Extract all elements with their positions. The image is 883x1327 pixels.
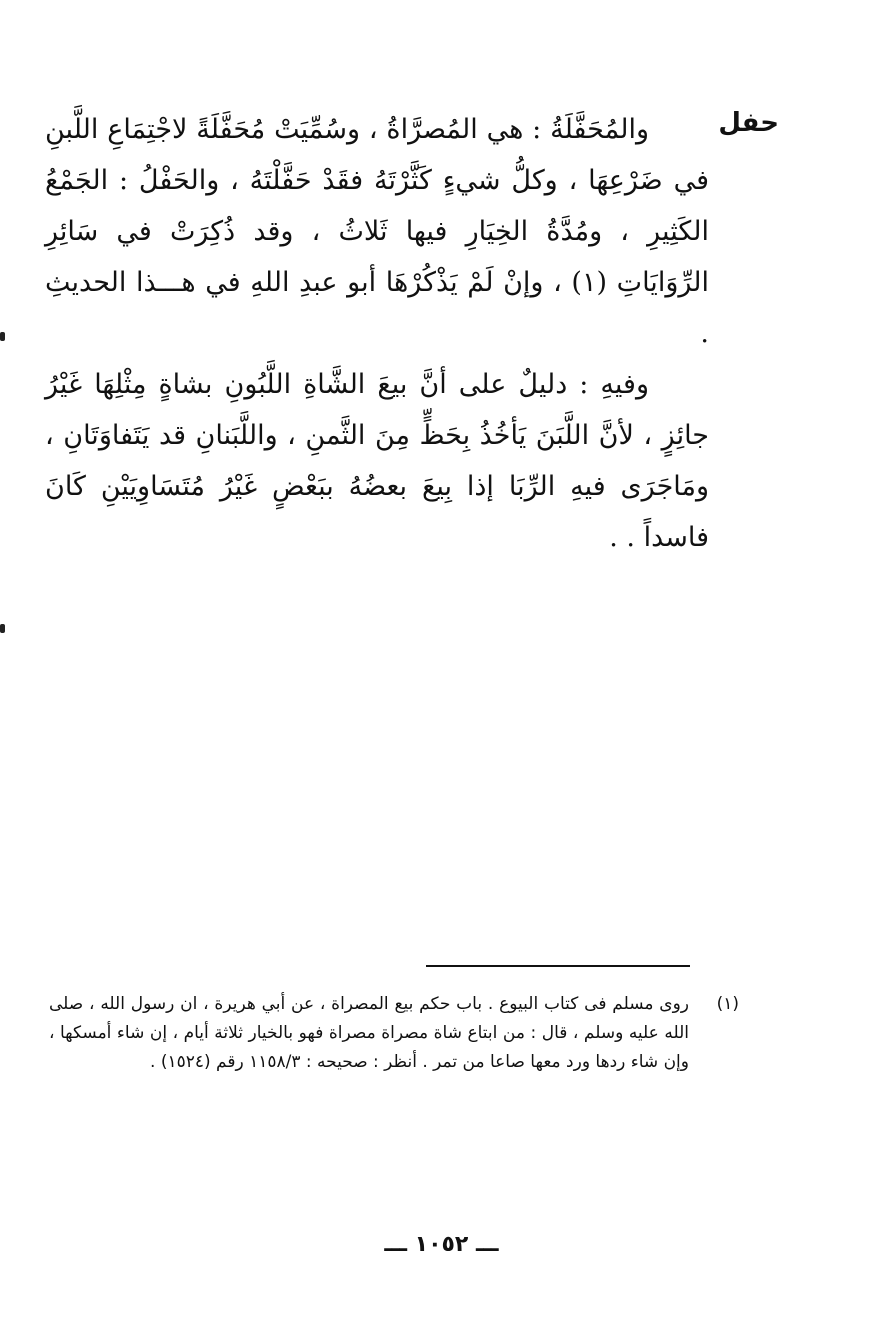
- footnote-text: روى مسلم فى كتاب البيوع . باب حكم بيع المصراة ، عن أبي هريرة ، ان رسول الله ، صلى الله عليه وسلم ، قال : من ابتاع شاة مصراة مصراة فهو بالخيار ثلاثة أيام ، إن شاء أمسكها ، وإن شاء ردها ورد معها صاعا من تمر . أنظر : صحيحه : ١١٥٨/٣ رقم (١٥٢٤) .: [49, 994, 689, 1072]
- footnote-separator: [426, 965, 690, 967]
- page-number: ـــ ١٠٥٢ ـــ: [384, 1232, 499, 1257]
- scan-mark: [0, 332, 5, 341]
- main-text: [45, 104, 709, 563]
- paragraph-2: وفيهِ : دليلٌ على أنَّ بيعَ الشَّاةِ اللَّبُونِ بشاةٍ مِثْلِهَا غَيْرُ جائِزٍ ، لأنَّ اللَّبَنَ يَأخُذُ بِحَظٍّ مِنَ الثَّمنِ ، واللَّبَنانِ قد يَتَفاوَتَانِ ، ومَاجَرَى فيهِ الرِّبَا إذا بِيعَ بعضُهُ ببَعْضٍ غَيْرُ مُتَسَاوِيَيْنِ كَانَ فاسداً . .: [45, 369, 709, 553]
- footnote: [49, 990, 739, 1077]
- footnote-number: (١): [716, 994, 739, 1014]
- paragraph-1: والمُحَفَّلَةُ : هي المُصرَّاةُ ، وسُمِّيَتْ مُحَفَّلَةً لاجْتِمَاعِ اللَّبنِ في ضَرْعِهَا ، وكلُّ شيءٍ كَثَّرْتَهُ فقَدْ حَفَّلْتَهُ ، والحَفْلُ : الجَمْعُ الكَثِيرِ ، ومُدَّةُ الخِيَارِ فيها ثَلاثُ ، وقد ذُكِرَتْ في سَائِرِ الرِّوَايَاتِ (١) ، وإنْ لَمْ يَذْكُرْهَا أبو عبدِ اللهِ في هـــذا الحديثِ .: [45, 114, 709, 349]
- entry-heading: حفل: [718, 108, 779, 138]
- scan-mark: [0, 624, 5, 633]
